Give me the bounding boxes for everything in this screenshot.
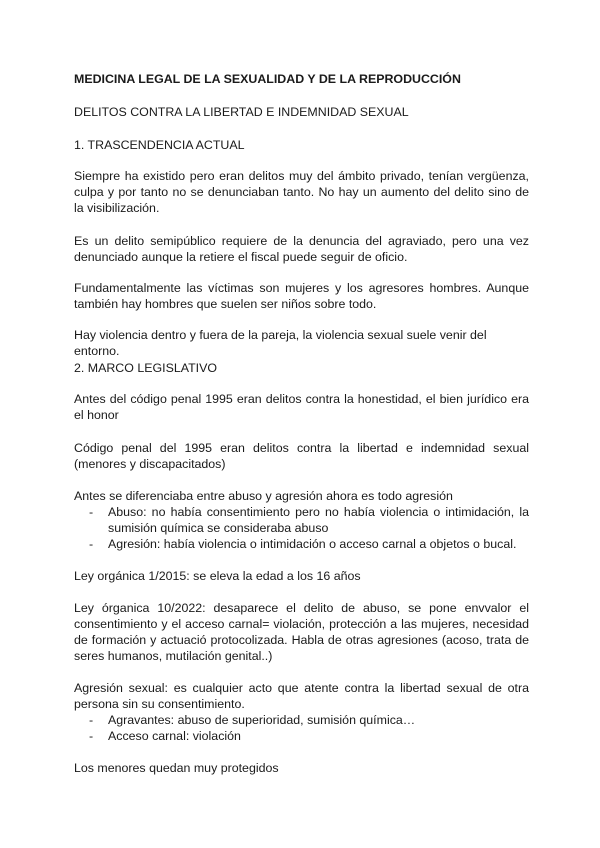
dash-bullet: - xyxy=(89,537,94,551)
section-1-paragraph-2: Es un delito semipúblico requiere de la denuncia del agraviado, pero una vez denunciado aunque la retiere el fiscal puede seguir de oficio. xyxy=(74,234,529,264)
list-item-text: Abuso: no había consentimiento pero no había violencia o intimidación, la sumisión química se consideraba abuso xyxy=(108,505,529,535)
section-1-paragraph-3: Fundamentalmente las víctimas son mujeres y los agresores hombres. Aunque también hay hombres que suelen ser niños sobre todo. xyxy=(74,281,529,311)
section-2-heading: 2. MARCO LEGISLATIVO xyxy=(74,361,217,375)
offense-types-list xyxy=(74,504,529,552)
list-item xyxy=(74,712,529,728)
dash-bullet: - xyxy=(89,505,94,519)
list-item-text: Acceso carnal: violación xyxy=(108,729,241,743)
dash-bullet: - xyxy=(89,713,94,727)
aggression-list xyxy=(74,712,529,744)
section-2-paragraph-1: Antes del código penal 1995 eran delitos contra la honestidad, el bien jurídico era el honor xyxy=(74,392,529,422)
section-1-paragraph-4: Hay violencia dentro y fuera de la pareja, la violencia sexual suele venir del entorno. xyxy=(74,328,487,358)
dash-bullet: - xyxy=(89,729,94,743)
list-item-text: Agravantes: abuso de superioridad, sumisión química… xyxy=(108,713,416,727)
section-2-paragraph-2: Código penal del 1995 eran delitos contra la libertad e indemnidad sexual (menores y discapacitados) xyxy=(74,441,529,471)
section-2-paragraph-4: Ley orgánica 1/2015: se eleva la edad a los 16 años xyxy=(74,569,361,583)
section-2-paragraph-7: Los menores quedan muy protegidos xyxy=(74,761,279,775)
section-2-paragraph-5: Ley órganica 10/2022: desaparece el delito de abuso, se pone envvalor el consentimiento y el acceso carnal= violación, protección a las mujeres, necesidad de formación y actuació protocolizada. Habla de otras agresiones (acoso, trata de seres humanos, mutilación genital..) xyxy=(74,601,529,663)
section-1-heading: 1. TRASCENDENCIA ACTUAL xyxy=(74,138,245,152)
list-item xyxy=(74,728,529,744)
section-1-paragraph-1: Siempre ha existido pero eran delitos muy del ámbito privado, tenían vergüenza, culpa y por tanto no se denunciaban tanto. No hay un aumento del delito sino de la visibilización. xyxy=(74,169,529,215)
list-item-text: Agresión: había violencia o intimidación o acceso carnal a objetos o bucal. xyxy=(108,537,517,551)
document-subtitle: DELITOS CONTRA LA LIBERTAD E INDEMNIDAD SEXUAL xyxy=(74,105,409,119)
section-2-paragraph-3: Antes se diferenciaba entre abuso y agresión ahora es todo agresión xyxy=(74,489,453,503)
list-item xyxy=(74,536,529,552)
list-item xyxy=(74,504,529,536)
document-title: MEDICINA LEGAL DE LA SEXUALIDAD Y DE LA REPRODUCCIÓN xyxy=(74,72,461,86)
section-2-paragraph-6: Agresión sexual: es cualquier acto que atente contra la libertad sexual de otra persona sin su consentimiento. xyxy=(74,681,529,711)
